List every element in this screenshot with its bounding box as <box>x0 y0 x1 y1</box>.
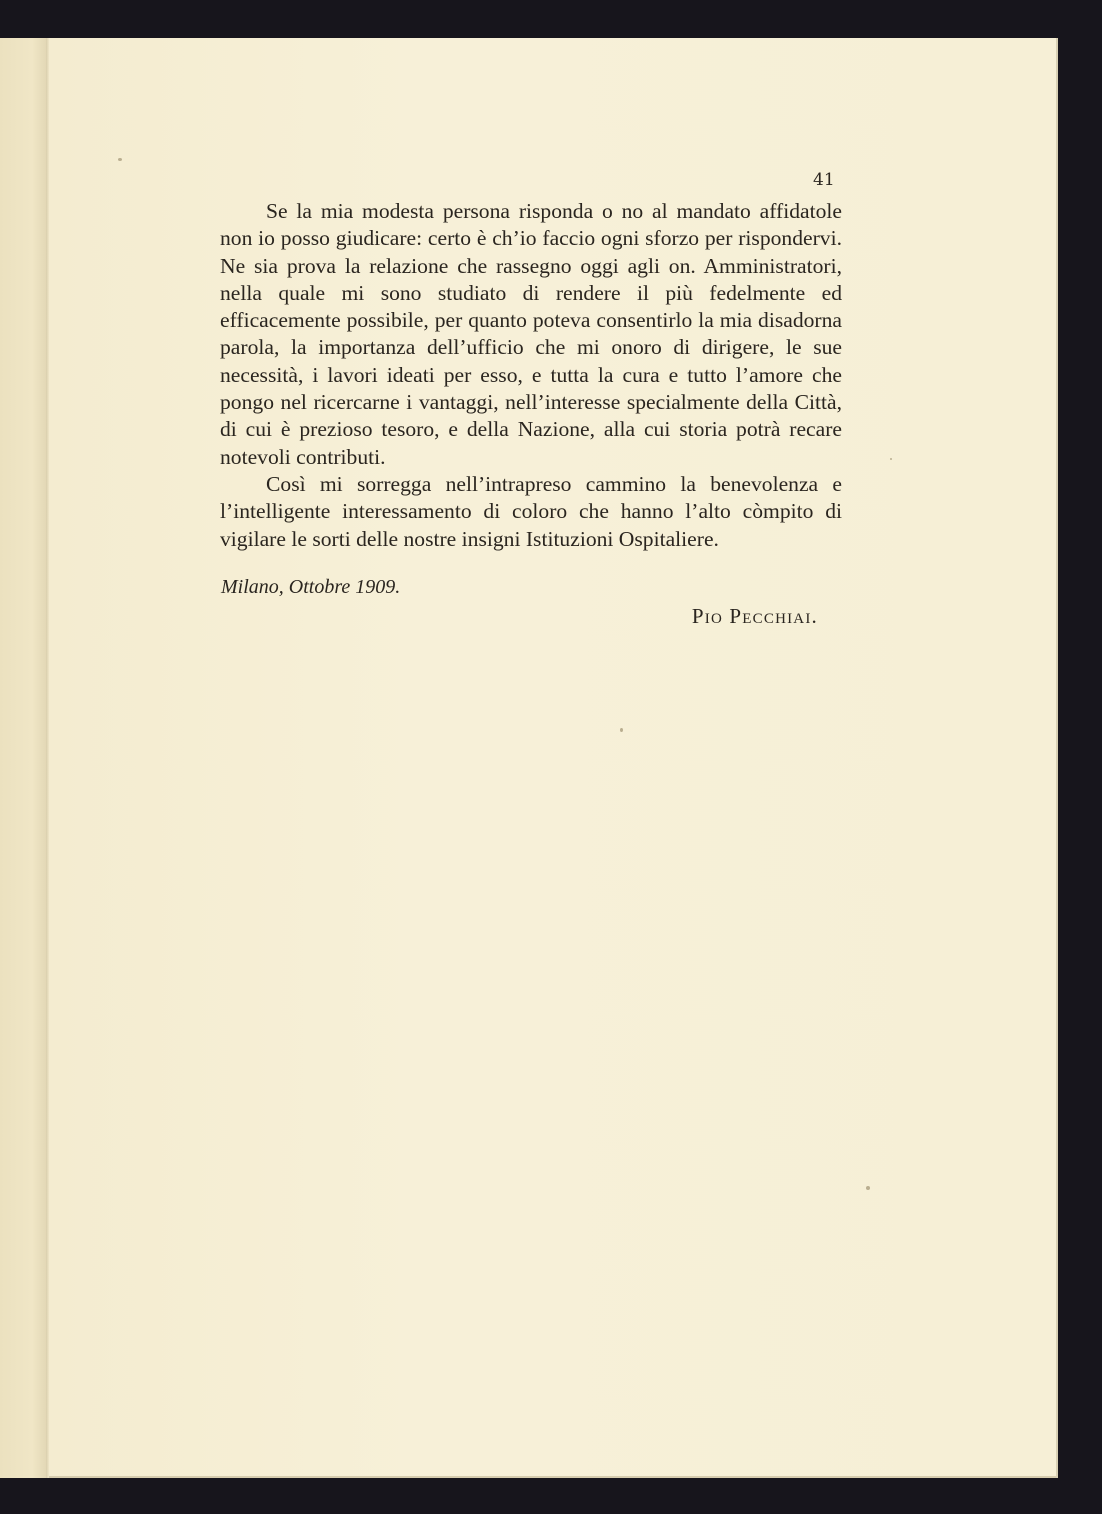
paper-speck <box>890 458 892 460</box>
paper-speck <box>118 158 122 161</box>
binding-fold <box>46 38 49 1478</box>
page-number: 41 <box>813 170 835 190</box>
paper-speck <box>620 728 623 732</box>
body-text <box>220 198 842 553</box>
paper-sheet <box>0 38 1058 1478</box>
place-and-date: Milano, Ottobre 1909. <box>221 576 401 598</box>
paragraph: Così mi sorregga nell’intrapreso cammino la benevolenza e l’intelligente interessamento di coloro che hanno l’alto còmpito di vigilare le sorti delle nostre insigni Istituzioni Ospitaliere. <box>220 471 842 551</box>
facing-page-edge <box>0 38 47 1478</box>
paper-speck <box>866 1186 870 1190</box>
paragraph: Se la mia modesta persona risponda o no al mandato affidatole non io posso giudicare: certo è ch’io faccio ogni sforzo per rispondervi. Ne sia prova la relazione che rassegno oggi agli on. Amministratori, nella quale mi sono studiato di rendere il più fedelmente ed efficacemente possibile, per quanto poteva consentirlo la mia disadorna parola, la importanza dell’ufficio che mi onoro di dirigere, le sue necessità, i lavori ideati per esso, e tutta la cura e tutto l’amore che pongo nel ricercarne i vantaggi, nell’interesse specialmente della Città, di cui è prezioso tesoro, e della Nazione, alla cui storia potrà recare notevoli contributi. <box>220 199 842 469</box>
author-signature: Pio Pecchiai. <box>691 604 818 628</box>
